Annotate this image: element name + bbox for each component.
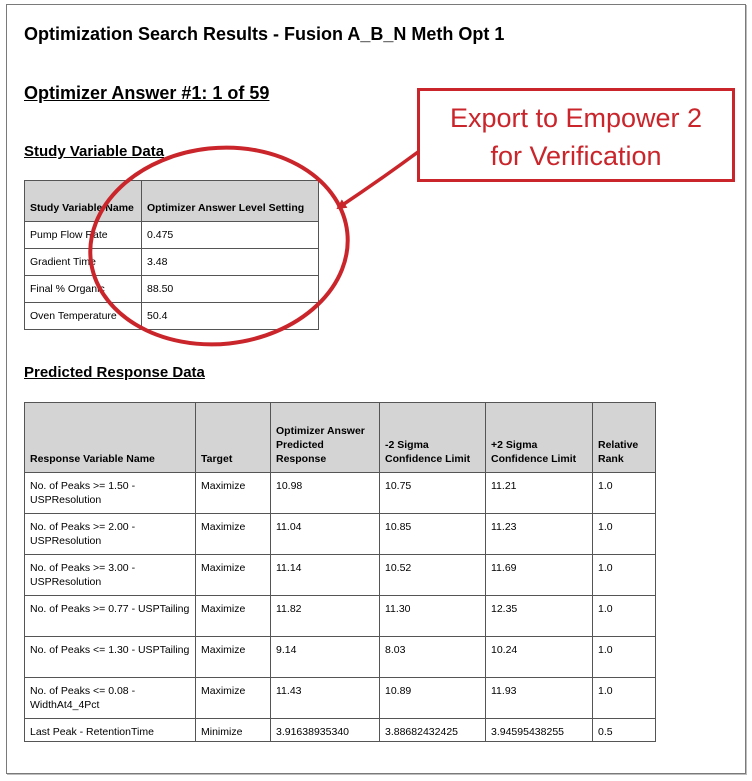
table-cell: 1.0 <box>593 514 656 555</box>
predicted-response-heading: Predicted Response Data <box>24 364 205 381</box>
callout-line-1: Export to Empower 2 <box>449 103 703 133</box>
callout-line-2: for Verification <box>490 141 662 171</box>
table-cell: 3.88682432425 <box>380 719 486 742</box>
study-variable-heading: Study Variable Data <box>24 143 165 160</box>
column-header: Study Variable Name <box>25 181 142 222</box>
table-cell: No. of Peaks >= 1.50 - USPResolution <box>25 473 196 514</box>
report-title: Optimization Search Results - Fusion A_B_N Meth Opt 1 <box>24 24 505 44</box>
table-cell: No. of Peaks >= 3.00 - USPResolution <box>25 555 196 596</box>
table-cell: 11.30 <box>380 596 486 637</box>
table-cell: 0.5 <box>593 719 656 742</box>
table-cell: 11.82 <box>271 596 380 637</box>
table-cell: 1.0 <box>593 555 656 596</box>
table-cell: 88.50 <box>142 276 319 303</box>
table-cell: No. of Peaks >= 0.77 - USPTailing <box>25 596 196 637</box>
table-cell: Maximize <box>196 473 271 514</box>
table-cell: Gradient Time <box>25 249 142 276</box>
table-cell: 11.23 <box>486 514 593 555</box>
column-header: Optimizer Answer Predicted Response <box>271 403 380 473</box>
table-cell: 0.475 <box>142 222 319 249</box>
table-cell: 10.75 <box>380 473 486 514</box>
table-cell: No. of Peaks <= 0.08 - WidthAt4_4Pct <box>25 678 196 719</box>
column-header: Relative Rank <box>593 403 656 473</box>
column-header: +2 Sigma Confidence Limit <box>486 403 593 473</box>
table-cell: 9.14 <box>271 637 380 678</box>
table-cell: 3.48 <box>142 249 319 276</box>
optimizer-answer-heading: Optimizer Answer #1: 1 of 59 <box>24 83 270 103</box>
table-cell: 10.85 <box>380 514 486 555</box>
highlight-ellipse <box>80 135 357 357</box>
table-cell: 11.21 <box>486 473 593 514</box>
table-cell: Minimize <box>196 719 271 742</box>
table-cell: Maximize <box>196 637 271 678</box>
table-cell: Oven Temperature <box>25 303 142 330</box>
table-cell: Pump Flow Rate <box>25 222 142 249</box>
table-cell: 10.89 <box>380 678 486 719</box>
table-cell: 1.0 <box>593 473 656 514</box>
table-cell: Maximize <box>196 555 271 596</box>
table-cell: 11.14 <box>271 555 380 596</box>
table-cell: 11.93 <box>486 678 593 719</box>
column-header: -2 Sigma Confidence Limit <box>380 403 486 473</box>
table-cell: 1.0 <box>593 596 656 637</box>
table-cell: No. of Peaks >= 2.00 - USPResolution <box>25 514 196 555</box>
table-cell: 3.91638935340 <box>271 719 380 742</box>
column-header: Target <box>196 403 271 473</box>
callout-arrow-icon <box>338 152 418 208</box>
column-header: Response Variable Name <box>25 403 196 473</box>
table-cell: 11.69 <box>486 555 593 596</box>
table-cell: 10.24 <box>486 637 593 678</box>
table-cell: No. of Peaks <= 1.30 - USPTailing <box>25 637 196 678</box>
table-cell: Maximize <box>196 678 271 719</box>
table-cell: Last Peak - RetentionTime <box>25 719 196 742</box>
table-cell: 11.04 <box>271 514 380 555</box>
table-cell: Final % Organic <box>25 276 142 303</box>
table-cell: 10.52 <box>380 555 486 596</box>
table-cell: 50.4 <box>142 303 319 330</box>
table-cell: 1.0 <box>593 637 656 678</box>
column-header: Optimizer Answer Level Setting <box>142 181 319 222</box>
table-cell: 8.03 <box>380 637 486 678</box>
table-cell: 3.94595438255 <box>486 719 593 742</box>
table-cell: 10.98 <box>271 473 380 514</box>
table-cell: 1.0 <box>593 678 656 719</box>
table-cell: Maximize <box>196 514 271 555</box>
table-cell: 12.35 <box>486 596 593 637</box>
table-cell: Maximize <box>196 596 271 637</box>
table-cell: 11.43 <box>271 678 380 719</box>
